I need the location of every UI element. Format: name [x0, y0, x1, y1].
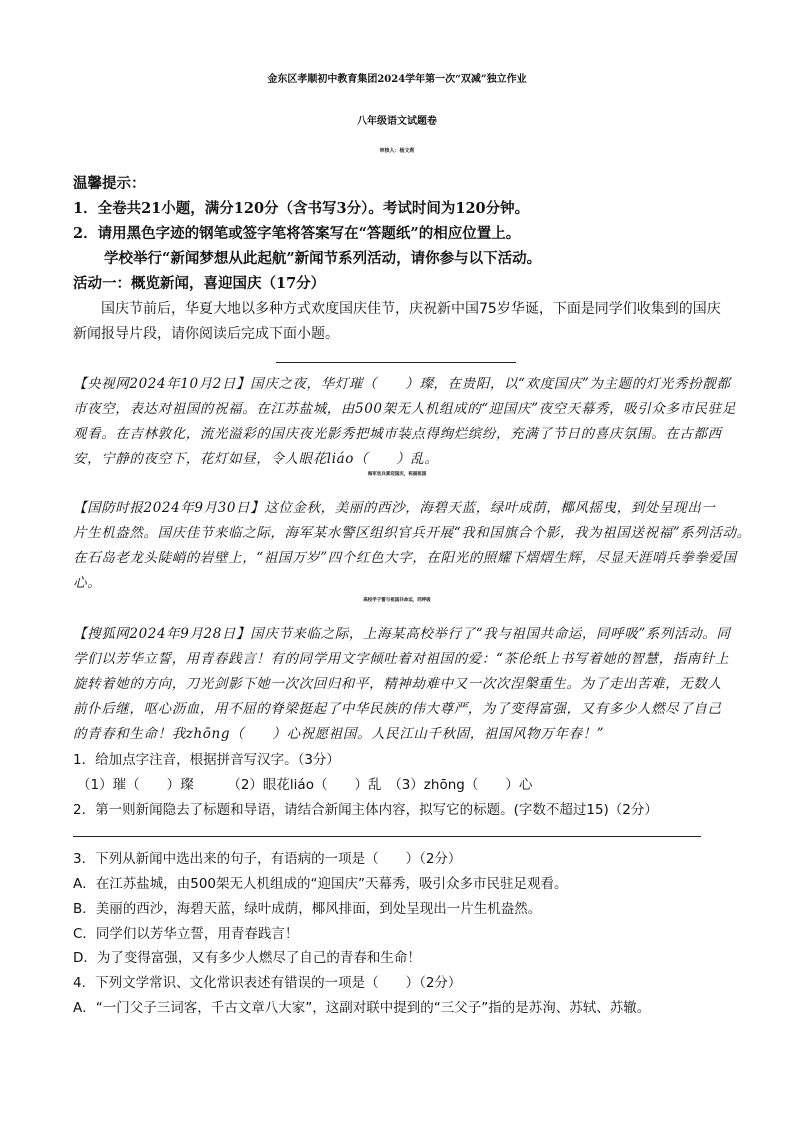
news-1-line: 安，宁静的夜空下，花灯如昼，令人眼花liáo（ ）乱。	[73, 451, 439, 467]
news-3-title: 高校学子誓与祖国共命运，同呼吸	[363, 598, 431, 603]
tips-heading: 温馨提示：	[73, 175, 146, 192]
news-2-line: 在石岛老龙头陡峭的岩壁上，“祖国万岁”四个红色大字，在阳光的照耀下熠熠生辉，尽显天涯哨兵拳拳爱国	[73, 550, 737, 566]
news-1-line: 观看。在吉林敦化，流光溢彩的国庆夜光影秀把城市装点得绚烂缤纷，充满了节日的喜庆氛围。在古都西	[73, 426, 722, 442]
question-4: 4．下列文学常识、文化常识表述有错误的一项是（ ）（2分）	[73, 975, 462, 991]
question-1-items: （1）璀（ ）璨 （2）眼花liáo（ ）乱 （3）zhōng（ ）心	[77, 777, 533, 793]
news-2-line: 【国防时报2024年9月30日】这位金秋，美丽的西沙，海碧天蓝，绿叶成荫，椰风摇曳，到处呈现出一	[73, 500, 716, 516]
exam-title: 金东区孝顺初中教育集团2024学年第一次“双减”独立作业	[267, 74, 527, 85]
activity-lead: 新闻报导片段，请你阅读后完成下面小题。	[73, 326, 339, 342]
answer-line	[73, 836, 701, 837]
question-2: 2．第一则新闻隐去了标题和导语，请结合新闻主体内容，拟写它的标题。(字数不超过15)（2分）	[73, 802, 658, 818]
question-1: 1．给加点字注音，根据拼音写汉字。（3分）	[73, 752, 340, 768]
news-3-line: 【搜狐网2024年9月28日】国庆节来临之际，上海某高校举行了“我与祖国共命运，同呼吸”系列活动。同	[73, 626, 731, 642]
activity-lead: 国庆节前后，华夏大地以多种方式欢度国庆佳节，庆祝新中国75岁华诞，下面是同学们收集到的国庆	[101, 301, 721, 317]
news-3-line: 前仆后继，呕心沥血，用不屈的脊梁挺起了中华民族的伟大尊严，为了变得富强，又有多少人燃尽了自己	[73, 701, 722, 717]
news-3-line: 学们以芳华立誓，用青春践言！有的同学用文字倾吐着对祖国的爱：“茶伦纸上书写着她的智慧，指南针上	[73, 651, 730, 667]
reviewer: 审核人：杨文莉	[379, 148, 415, 154]
question-3-option: A．在江苏盐城，由500架无人机组成的“迎国庆”天幕秀，吸引众多市民驻足观看。	[73, 876, 568, 892]
news-3-line: 的青春和生命！我zhōng（ ）心祝愿祖国。人民江山千秋固，祖国风物万年春！”	[73, 726, 605, 742]
tip-item: 2．请用黑色字迹的钢笔或签字笔将答案写在“答题纸”的相应位置上。	[73, 225, 521, 242]
question-4-option: A．“一门父子三词客，千古文章八大家”，这副对联中提到的“三父子”指的是苏洵、苏轼、苏辙。	[73, 1000, 651, 1016]
question-3-option: D．为了变得富强，又有多少人燃尽了自己的青春和生命！	[73, 950, 421, 966]
news-1-line: 【央视网2024年10月2日】国庆之夜，华灯璀（ ）璨，在贵阳，以“欢度国庆”为主题的灯光秀扮靓都	[73, 376, 731, 392]
news-1-line: 市夜空，表达对祖国的祝福。在江苏盐城，由500架无人机组成的“迎国庆”夜空天幕秀，吸引众多市民驻足	[73, 401, 736, 417]
tips-intro: 学校举行“新闻梦想从此起航”新闻节系列活动，请你参与以下活动。	[104, 250, 542, 267]
question-3-option: B．美丽的西沙，海碧天蓝，绿叶成荫，椰风排面，到处呈现出一片生机盎然。	[73, 901, 542, 917]
divider	[276, 362, 516, 363]
tip-item: 1．全卷共21小题，满分120分（含书写3分）。考试时间为120分钟。	[73, 200, 530, 217]
news-2-title: 海军官兵喜迎国庆，祝福祖国	[367, 472, 427, 477]
activity-heading: 活动一：概览新闻，喜迎国庆（17分）	[73, 275, 326, 292]
question-3-option: C．同学们以芳华立誓，用青春践言！	[73, 926, 299, 942]
question-3: 3．下列从新闻中选出来的句子，有语病的一项是（ ）（2分）	[73, 851, 462, 867]
news-2-line: 心。	[73, 575, 102, 591]
news-3-line: 旋转着她的方向，刀光剑影下她一次次回归和平，精神劫难中又一次次涅槃重生。为了走出苦难，无数人	[73, 676, 722, 692]
news-2-line: 片生机盎然。国庆佳节来临之际，海军某水警区组织官兵开展“我和国旗合个影，我为祖国送祝福”系列活动。	[73, 525, 751, 541]
exam-subtitle: 八年级语文试题卷	[357, 116, 437, 127]
